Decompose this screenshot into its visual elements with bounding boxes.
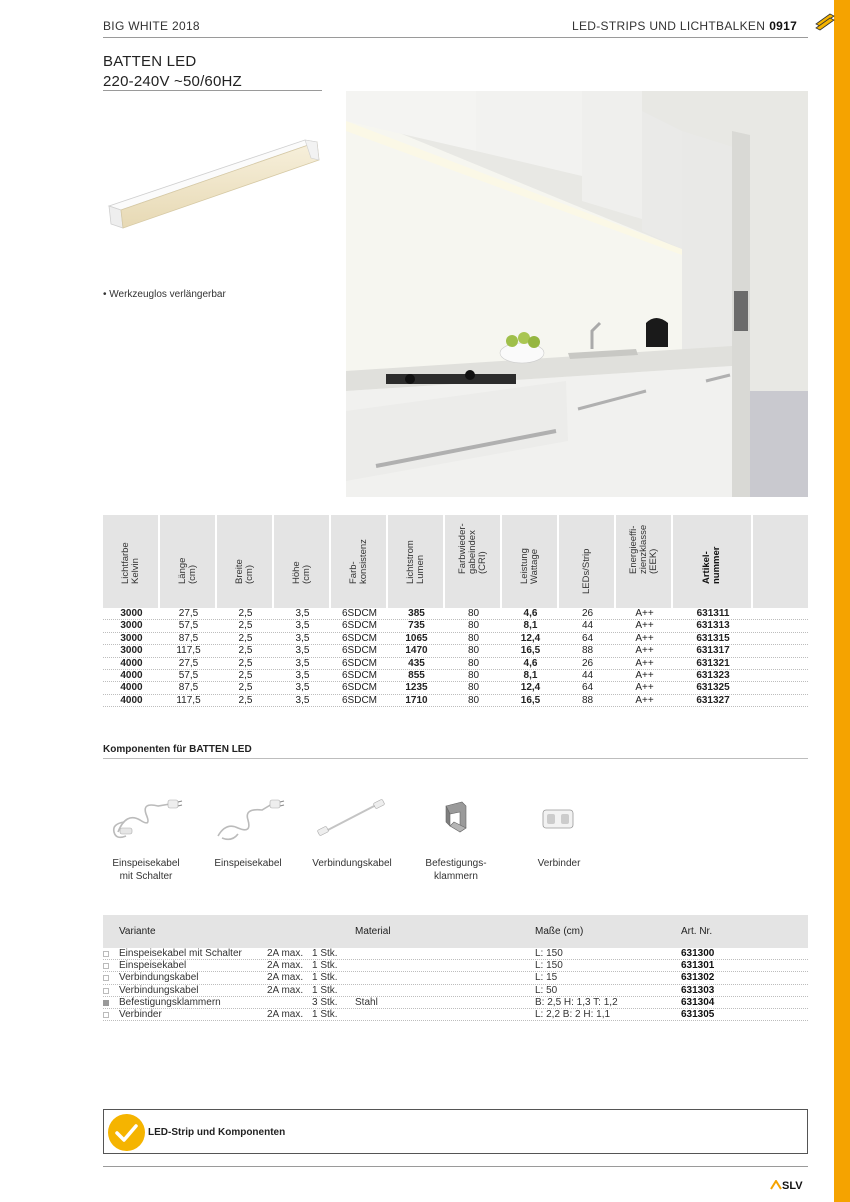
variant-name: Einspeisekabel mit Schalter (119, 948, 242, 959)
spec-cell: A++ (635, 657, 654, 669)
brand-logo (770, 1180, 803, 1192)
variant-qty: 3 Stk. (312, 996, 338, 1008)
spec-cell: 4000 (120, 669, 143, 681)
spec-cell: 6SDCM (341, 669, 377, 681)
spec-cell: 12,4 (520, 682, 541, 694)
spec-cell-empty (753, 633, 808, 644)
spec-cell: 3,5 (295, 682, 310, 694)
spec-cell: 87,5 (178, 632, 199, 644)
spec-header-label: Lichtstrom Lumen (404, 540, 426, 584)
variant-qty: 1 Stk. (312, 960, 338, 972)
variant-qty: 1 Stk. (312, 948, 338, 959)
spec-cell: 80 (467, 620, 480, 632)
spec-row (103, 658, 808, 670)
spec-header-label: Lichtfarbe Kelvin (119, 542, 141, 584)
spec-cell: 6SDCM (341, 620, 377, 632)
spec-cell: 2,5 (238, 645, 253, 657)
variant-row (103, 1009, 808, 1021)
spec-cell: 855 (408, 669, 425, 681)
spec-cell: 80 (467, 645, 480, 657)
spec-header-cell (559, 515, 616, 608)
header-rule (103, 37, 808, 38)
row-marker (103, 975, 109, 981)
spec-cell: 88 (581, 694, 594, 706)
spec-header-cell (331, 515, 388, 608)
product-name: BATTEN LED (103, 53, 197, 70)
spec-header-cell (217, 515, 274, 608)
row-marker (103, 1012, 109, 1018)
spec-cell: 26 (581, 657, 594, 669)
spec-cell: 1710 (405, 694, 428, 706)
product-title (103, 52, 242, 92)
spec-cell: 27,5 (178, 657, 199, 669)
spec-cell: 3,5 (295, 657, 310, 669)
spec-cell: 4,6 (523, 608, 538, 619)
spec-header-label: Breite (cm) (233, 559, 255, 584)
spec-cell: 4000 (120, 657, 143, 669)
variant-art: 631304 (681, 996, 715, 1008)
spec-cell: 2,5 (238, 608, 253, 619)
spec-header-label: Energieeffi- zienzklasse (EEK) (627, 524, 659, 574)
spec-header-label: Länge (cm) (176, 557, 198, 584)
variant-name: Verbindungskabel (119, 984, 199, 996)
spec-header-cell (673, 515, 753, 608)
spec-cell: 2,5 (238, 632, 253, 644)
component-label: Verbindungskabel (312, 858, 392, 869)
spec-cell: 735 (408, 620, 425, 632)
spec-cell-empty (753, 695, 808, 706)
variant-qty: 1 Stk. (312, 1008, 338, 1020)
spec-cell: A++ (635, 632, 654, 644)
spec-header-label: Farbwieder- gabeindex (CRI) (456, 523, 488, 574)
spec-header-cell (103, 515, 160, 608)
spec-cell: 435 (408, 657, 425, 669)
check-icon (108, 1114, 145, 1151)
variant-material: Stahl (355, 996, 378, 1008)
catalog-title: BIG WHITE 2018 (103, 19, 200, 33)
component-item (297, 792, 407, 869)
component-item (504, 792, 614, 869)
spec-cell: 3,5 (295, 632, 310, 644)
spec-cell: 87,5 (178, 682, 199, 694)
spec-row (103, 682, 808, 694)
component-item (91, 792, 201, 882)
spec-cell: 80 (467, 694, 480, 706)
spec-row (103, 645, 808, 657)
spec-header-label: Leistung Wattage (518, 548, 540, 584)
spec-header-cell (274, 515, 331, 608)
component-label: Einspeisekabel (214, 858, 282, 869)
brand-name: SLV (782, 1180, 803, 1192)
spec-cell: 631323 (696, 669, 730, 681)
variant-rating: 2A max. (267, 948, 304, 959)
title-rule (103, 90, 322, 91)
spec-cell: 1065 (405, 632, 428, 644)
spec-cell: A++ (635, 669, 654, 681)
spec-cell: 80 (467, 682, 480, 694)
power-cable-icon (208, 792, 288, 844)
spec-row (103, 608, 808, 620)
spec-header-cell (753, 515, 808, 608)
spec-header-label: LEDs/Strip (580, 548, 592, 594)
footer-rule (103, 1166, 808, 1167)
variant-row (103, 960, 808, 972)
spec-cell: 16,5 (520, 694, 541, 706)
spec-cell: 6SDCM (341, 657, 377, 669)
components-title: Komponenten für BATTEN LED (103, 744, 252, 755)
spec-cell: 631321 (696, 657, 730, 669)
spec-cell: A++ (635, 620, 654, 632)
spec-cell: 117,5 (176, 645, 201, 657)
spec-cell: 3,5 (295, 608, 310, 619)
variants-header-variante: Variante (119, 926, 156, 937)
spec-cell: A++ (635, 682, 654, 694)
variant-row (103, 997, 808, 1009)
spec-cell: 12,4 (520, 632, 541, 644)
spec-cell: 631317 (696, 645, 730, 657)
spec-cell: 631315 (696, 632, 730, 644)
spec-cell: A++ (635, 608, 654, 619)
variant-rating: 2A max. (267, 1008, 304, 1020)
variants-header-art: Art. Nr. (681, 926, 713, 937)
variants-table-header (103, 915, 808, 948)
variant-art: 631302 (681, 972, 715, 984)
spec-row (103, 633, 808, 645)
row-marker (103, 988, 109, 994)
variant-dims: L: 150 (535, 960, 563, 972)
variant-row (103, 948, 808, 960)
variant-dims: L: 50 (535, 984, 558, 996)
spec-cell-empty (753, 682, 808, 693)
spec-cell: 6SDCM (341, 682, 377, 694)
variant-name: Befestigungsklammern (119, 996, 221, 1008)
variants-header-masse: Maße (cm) (535, 926, 584, 937)
component-item (401, 792, 511, 882)
variant-art: 631305 (681, 1008, 715, 1020)
orange-edge-bar (834, 0, 850, 1202)
spec-cell: 2,5 (238, 657, 253, 669)
section-name: LED-STRIPS UND LICHTBALKEN (572, 19, 766, 33)
spec-cell-empty (753, 645, 808, 656)
spec-cell: 1235 (405, 682, 428, 694)
spec-cell: 2,5 (238, 620, 253, 632)
spec-table-body (103, 608, 808, 707)
connection-cable-icon (312, 792, 392, 844)
spec-cell: 64 (581, 682, 594, 694)
spec-header-cell (445, 515, 502, 608)
spec-cell: 6SDCM (341, 608, 377, 619)
variant-row (103, 972, 808, 984)
component-item (193, 792, 303, 869)
logo-mark-icon (770, 1180, 782, 1190)
spec-cell: 80 (467, 657, 480, 669)
connector-icon (519, 792, 599, 844)
spec-cell: 8,1 (523, 669, 538, 681)
spec-cell: 44 (581, 669, 594, 681)
row-marker (103, 963, 109, 969)
spec-cell: 3,5 (295, 669, 310, 681)
spec-cell: 64 (581, 632, 594, 644)
spec-cell: 1470 (405, 645, 428, 657)
spec-header-label: Farb- konsistenz (347, 539, 369, 584)
variants-header-material: Material (355, 926, 391, 937)
spec-table-header (103, 515, 808, 608)
page-number: 0917 (769, 19, 798, 33)
spec-cell: 44 (581, 620, 594, 632)
spec-header-label: Artikel- nummer (701, 546, 722, 584)
variant-name: Verbindungskabel (119, 972, 199, 984)
spec-row (103, 670, 808, 682)
legend-text: LED-Strip und Komponenten (148, 1127, 286, 1138)
variant-name: Verbinder (119, 1008, 162, 1020)
spec-header-cell (388, 515, 445, 608)
spec-cell: 4,6 (523, 657, 538, 669)
spec-header-cell (160, 515, 217, 608)
components-rule (103, 758, 808, 759)
batten-led-product-image (105, 128, 323, 238)
spec-cell: 631327 (696, 694, 730, 706)
spec-cell: 26 (581, 608, 594, 619)
spec-cell: 3,5 (295, 694, 310, 706)
spec-cell: 2,5 (238, 669, 253, 681)
spec-cell: 385 (408, 608, 425, 619)
spec-cell: 3,5 (295, 645, 310, 657)
variant-rating: 2A max. (267, 984, 304, 996)
variant-row (103, 985, 808, 997)
component-label: Einspeisekabel mit Schalter (112, 858, 180, 882)
variant-dims: L: 150 (535, 948, 563, 959)
spec-cell: 80 (467, 608, 480, 619)
spec-cell: A++ (635, 645, 654, 657)
spec-cell: 16,5 (520, 645, 541, 657)
variants-table-body (103, 948, 808, 1021)
product-voltage: 220-240V ~50/60HZ (103, 73, 242, 90)
variant-qty: 1 Stk. (312, 972, 338, 984)
component-label: Verbinder (537, 858, 581, 869)
spec-cell: 3000 (120, 608, 143, 619)
spec-row (103, 695, 808, 707)
spec-cell: A++ (635, 694, 654, 706)
spec-cell: 631325 (696, 682, 730, 694)
spec-cell: 3000 (120, 645, 143, 657)
variant-art: 631303 (681, 984, 715, 996)
variant-qty: 1 Stk. (312, 984, 338, 996)
spec-cell-empty (753, 658, 808, 669)
spec-cell: 6SDCM (341, 694, 377, 706)
spec-cell: 57,5 (178, 669, 199, 681)
spec-cell: 27,5 (178, 608, 199, 619)
feature-bullet: • Werkzeuglos verlängerbar (103, 289, 226, 300)
spec-cell: 631313 (696, 620, 730, 632)
variant-rating: 2A max. (267, 960, 304, 972)
spec-cell: 3,5 (295, 620, 310, 632)
spec-header-cell (616, 515, 673, 608)
spec-header-cell (502, 515, 559, 608)
spec-cell: 2,5 (238, 694, 253, 706)
variants-table (103, 915, 808, 1021)
row-marker (103, 1000, 109, 1006)
cable-with-switch-icon (106, 792, 186, 844)
spec-cell: 8,1 (523, 620, 538, 632)
section-stripes-icon (814, 10, 836, 32)
spec-cell-empty (753, 670, 808, 681)
spec-cell-empty (753, 608, 808, 619)
row-marker (103, 951, 109, 957)
spec-cell: 3000 (120, 620, 143, 632)
spec-cell: 4000 (120, 694, 143, 706)
spec-cell: 2,5 (238, 682, 253, 694)
legend-box (103, 1109, 808, 1154)
variant-dims: B: 2,5 H: 1,3 T: 1,2 (535, 996, 618, 1008)
variant-art: 631300 (681, 948, 715, 959)
spec-cell: 88 (581, 645, 594, 657)
spec-row (103, 620, 808, 632)
spec-header-label: Höhe (cm) (290, 561, 312, 584)
spec-cell: 4000 (120, 682, 143, 694)
mounting-clip-icon (416, 792, 496, 844)
spec-cell: 3000 (120, 632, 143, 644)
spec-table (103, 515, 808, 707)
spec-cell: 80 (467, 669, 480, 681)
spec-cell-empty (753, 620, 808, 631)
variant-art: 631301 (681, 960, 715, 972)
section-title (572, 19, 797, 33)
spec-cell: 117,5 (176, 694, 201, 706)
kitchen-photo (346, 91, 808, 497)
spec-cell: 6SDCM (341, 645, 377, 657)
variant-dims: L: 2,2 B: 2 H: 1,1 (535, 1008, 611, 1020)
component-label: Befestigungs- klammern (425, 858, 487, 882)
spec-cell: 80 (467, 632, 480, 644)
spec-cell: 6SDCM (341, 632, 377, 644)
variant-rating: 2A max. (267, 972, 304, 984)
variant-name: Einspeisekabel (119, 960, 187, 972)
spec-cell: 631311 (696, 608, 730, 619)
variant-dims: L: 15 (535, 972, 558, 984)
spec-cell: 57,5 (178, 620, 199, 632)
